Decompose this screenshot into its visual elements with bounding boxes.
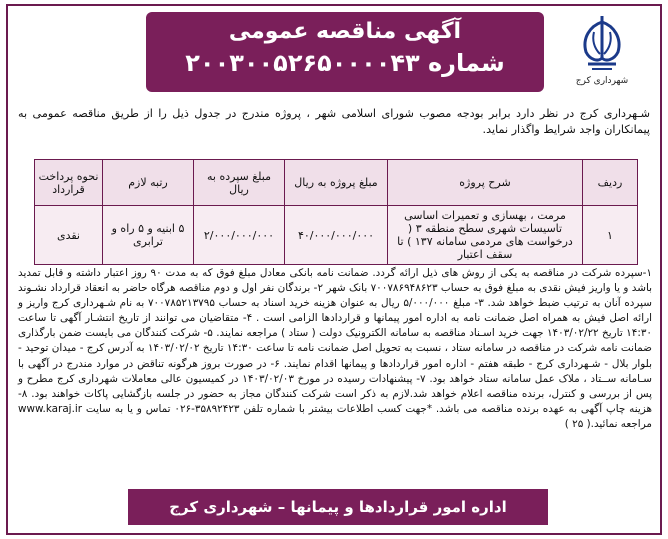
- table-row: [35, 206, 638, 265]
- cell-project-amount: ۴۰/۰۰۰/۰۰۰/۰۰۰: [285, 206, 388, 265]
- header-payment-method: نحوه پرداخت قرارداد: [35, 160, 103, 206]
- logo-caption: شهرداری کرج: [575, 76, 629, 86]
- header-project-amount: مبلغ پروژه به ریال: [285, 160, 388, 206]
- cell-project-description: مرمت ، بهسازی و تعمیرات اساسی تاسیسات شهری سطح منطقه ۳ ( درخواست های مردمی سامانه ۱۳۷ ) تا سقف اعتبار: [388, 206, 583, 265]
- page-title: آگهی مناقصه عمومی: [228, 19, 462, 44]
- title-banner: [146, 12, 544, 92]
- intro-paragraph: شـهرداری کرج در نظر دارد برابر بودجه مصوب شورای اسلامی شهر ، پروژه مندرج در جدول ذیل را از طریق مناقصه عمومی به پیمانکاران واجد شرایط واگذار نماید.: [18, 107, 650, 136]
- header-required-rank: رتبه لازم: [103, 160, 194, 206]
- advertisement-page: [6, 4, 662, 535]
- header-deposit-amount: مبلغ سپرده به ریال: [194, 160, 285, 206]
- header-project-description: شرح پروژه: [388, 160, 583, 206]
- projects-table: [34, 159, 638, 265]
- cell-payment-method: نقدی: [35, 206, 103, 265]
- terms-paragraph: ۱-سپرده شرکت در مناقصه به یکی از روش های ذیل ارائه گردد. ضمانت نامه بانکی معادل مبلغ فوق که به مدت ۹۰ روز اعتبار داشته و قابل تمدید باشد و یا واریز فیش نقدی به مبلغ فوق به حساب ۷۰۰۷۸۶۹۴۸۶۲۳ بانک شهر ۲- برندگان نفر اول و دوم مناقصه هرگاه حاضر به انعقاد قرارداد نشـوند سپرده آنان به ترتیب ضبط خواهد شد. ۳- مبلغ ۵/۰۰۰/۰۰۰ ریال به عنوان هزینه خرید اسناد به حساب ۷۰۰۷۸۵۲۱۳۷۹۵ به نام شـهرداری کرج واریز و ارائه اصل فیش به همراه اصل ضمانت نامه به اداره امور پیمانها و قراردادها الزامی است . ۴- متقاضیان می توانند از تاریخ انتشـار آگهی تا ساعت ۱۴:۳۰ تاریخ ۱۴۰۳/۰۲/۲۲ جهت خرید اسـناد مناقصه به سامانه الکترونیک دولت ( ستاد ) مراجعه نمایند. ۵- شرکت کنندگان می بایست ضمن بارگذاری ضمانت نامه شرکت در مناقصه در سامانه ستاد ، نسبت به تحویل اصل ضمانت نامه تا ساعت ۱۴:۳۰ تاریخ ۱۴۰۳/۰۲/۰۲ به آدرس کرج - میدان توحید - بلوار بلال - شـهرداری کرج - طبقه هفتم - اداره امور قراردادها و پیمانها اقدام نمایند. ۶- در صورت بروز هرگونه تناقض در موارد مندرج در آگهی با سـامانه ســتاد ، ملاک عمل سامانه ستاد خواهد بود. ۷- پیشنهادات رسیده در مورخ ۱۴۰۳/۰۲/۰۳ در کمیسیون عالی معاملات شهرداری کرج مطرح و پس از بررسی و کنترل، برنده مناقصه اعلام خواهد شد.لازم به ذکر است شرکت کنندگان مجاز به حضور در جلسه بازگشایی پاکات خواهند بود. ۸- هزینه چاپ آگهی به عهده برنده مناقصه می باشد. *جهت کسب اطلاعات بیشتر با شماره تلفن ۳۵۸۹۲۴۲۳-۰۲۶ تماس و یا به سایت www.karaj.ir مراجعه نمائید.( ۲۵ ): [18, 267, 653, 430]
- header-row-number: ردیف: [583, 160, 638, 206]
- table-header-row: [35, 160, 638, 206]
- cell-required-rank: ۵ ابنیه و ۵ راه و ترابری: [103, 206, 194, 265]
- tender-number: شماره ۲۰۰۳۰۰۵۲۶۵۰۰۰۰۴۳: [185, 49, 505, 77]
- cell-deposit-amount: ۲/۰۰۰/۰۰۰/۰۰۰: [194, 206, 285, 265]
- logo-emblem-icon: [572, 12, 632, 74]
- karaj-municipality-logo: [554, 12, 650, 92]
- footer-banner: اداره امور قراردادها و پیمانها – شهرداری کرج: [128, 489, 548, 525]
- header: [8, 6, 660, 98]
- cell-row-number: ۱: [583, 206, 638, 265]
